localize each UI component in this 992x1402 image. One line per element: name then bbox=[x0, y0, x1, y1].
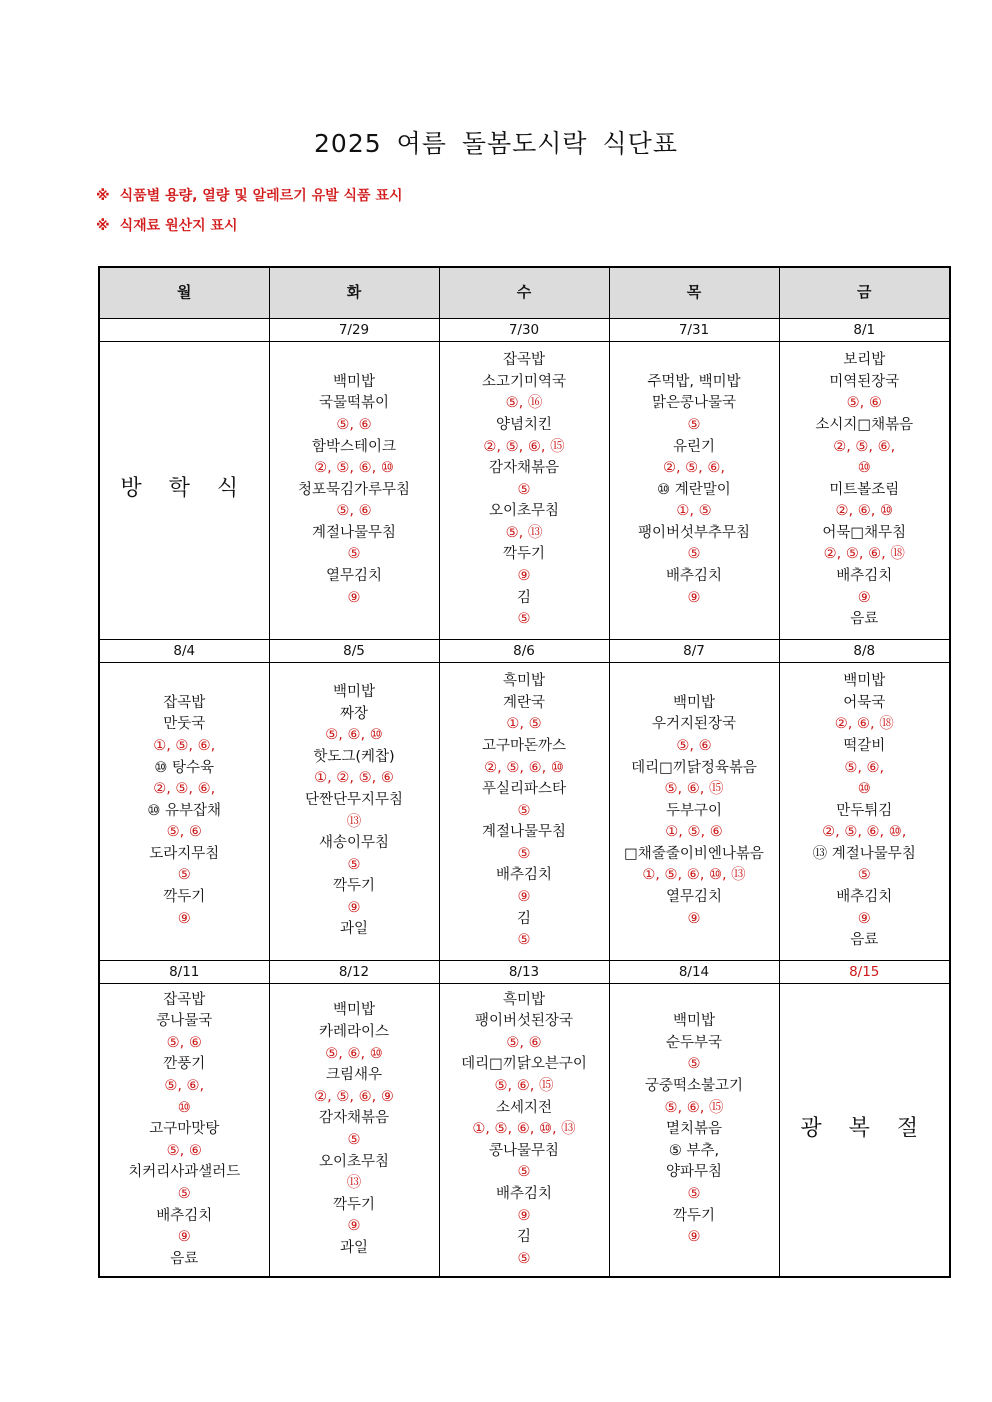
note-mark-icon: ※ bbox=[96, 218, 110, 234]
menu-item: 김 bbox=[516, 1229, 531, 1246]
menu-cell bbox=[269, 663, 439, 961]
note-mark-icon: ※ bbox=[96, 188, 110, 204]
allergen-codes: ⑨ bbox=[517, 889, 531, 906]
allergen-codes: ⑤, ⑥ bbox=[166, 1034, 202, 1051]
menu-item: 열무김치 bbox=[665, 889, 723, 906]
menu-cell bbox=[609, 984, 779, 1278]
allergen-codes: ⑩ bbox=[857, 781, 871, 798]
allergen-codes: ⑤, ⑥ bbox=[676, 737, 712, 754]
allergen-codes: ⑨ bbox=[177, 910, 191, 927]
menu-item: 치커리사과샐러드 bbox=[128, 1164, 241, 1181]
allergen-codes: ②, ⑤, ⑥, ⑱ bbox=[823, 546, 905, 563]
menu-item: 백미밥 bbox=[332, 1002, 376, 1019]
allergen-codes: ⑤ bbox=[517, 802, 531, 819]
menu-item: 도라지무침 bbox=[149, 845, 220, 862]
allergen-codes: ①, ②, ⑤, ⑥ bbox=[314, 770, 394, 787]
date-cell: 8/13 bbox=[439, 961, 609, 984]
date-cell: 8/5 bbox=[269, 640, 439, 663]
allergen-codes: ②, ⑤, ⑥, ⑮ bbox=[483, 438, 565, 455]
menu-item: 감자채볶음 bbox=[318, 1110, 390, 1127]
menu-item: 소세지전 bbox=[495, 1099, 553, 1116]
allergen-codes: ⑬ bbox=[346, 1175, 362, 1192]
menu-item: 음료 bbox=[850, 611, 879, 628]
allergen-codes: ②, ⑤, ⑥, ⑩ bbox=[484, 759, 564, 776]
date-cell: 8/8 bbox=[779, 640, 950, 663]
menu-cell bbox=[439, 984, 609, 1278]
allergen-codes: ⑨ bbox=[857, 910, 871, 927]
menu-item: 어묵□채무침 bbox=[822, 524, 907, 541]
allergen-codes: ⑤, ⑥, ⑮ bbox=[664, 781, 724, 798]
menu-item: 잡곡밥 bbox=[163, 991, 206, 1008]
allergen-codes: ⑤ bbox=[177, 1185, 191, 1202]
allergen-codes: ⑤, ⑯ bbox=[505, 395, 543, 412]
note-nutrition bbox=[96, 185, 403, 205]
menu-item: 팽이버섯된장국 bbox=[474, 1013, 574, 1030]
allergen-codes: ⑨ bbox=[177, 1229, 191, 1246]
header-fri: 금 bbox=[779, 267, 950, 319]
date-cell: 8/14 bbox=[609, 961, 779, 984]
menu-item: 크림새우 bbox=[325, 1067, 383, 1084]
menu-item: 고구마돈까스 bbox=[481, 737, 567, 754]
allergen-codes: ②, ⑥, ⑱ bbox=[834, 716, 894, 733]
menu-item: 보리밥 bbox=[843, 352, 886, 369]
allergen-codes: ⑨ bbox=[347, 1218, 361, 1235]
date-cell: 8/4 bbox=[99, 640, 269, 663]
menu-item: 계란국 bbox=[502, 694, 546, 711]
menu-row-week1 bbox=[99, 342, 950, 640]
allergen-codes: ⑤ bbox=[517, 1164, 531, 1181]
menu-item: 콩나물무침 bbox=[488, 1142, 560, 1159]
date-cell: 8/1 bbox=[779, 319, 950, 342]
menu-cell bbox=[99, 984, 269, 1278]
allergen-codes: ⑨ bbox=[517, 568, 531, 585]
date-cell: 8/7 bbox=[609, 640, 779, 663]
menu-item: 흑미밥 bbox=[502, 673, 546, 690]
allergen-codes: ⑤, ⑥ bbox=[506, 1034, 542, 1051]
menu-item: □채줄줄이비엔나볶음 bbox=[624, 845, 764, 862]
menu-item: 유린기 bbox=[672, 438, 716, 455]
menu-item: 푸실리파스타 bbox=[481, 781, 567, 798]
allergen-codes: ⑩ bbox=[177, 1099, 191, 1116]
menu-cell bbox=[269, 984, 439, 1278]
allergen-codes: ⑤, ⑬ bbox=[505, 524, 543, 541]
menu-item: 순두부국 bbox=[665, 1034, 723, 1051]
menu-item: 김 bbox=[516, 910, 531, 927]
allergen-codes: ⑤ bbox=[517, 1250, 531, 1267]
allergen-codes: ①, ⑤, ⑥, ⑩, ⑬ bbox=[472, 1121, 576, 1138]
header-tue: 화 bbox=[269, 267, 439, 319]
allergen-codes: ②, ⑤, ⑥, ⑨ bbox=[314, 1088, 394, 1105]
menu-item: 잡곡밥 bbox=[163, 694, 206, 711]
allergen-codes: ⑨ bbox=[687, 589, 701, 606]
allergen-codes: ⑤ bbox=[687, 1185, 701, 1202]
menu-row-week2 bbox=[99, 663, 950, 961]
allergen-codes: ⑤, ⑥ bbox=[336, 503, 372, 520]
menu-item: 소고기미역국 bbox=[481, 373, 567, 390]
menu-item: 깍두기 bbox=[672, 1207, 716, 1224]
menu-item: 백미밥 bbox=[672, 1013, 716, 1030]
menu-cell bbox=[269, 342, 439, 640]
allergen-codes: ⑤ bbox=[517, 932, 531, 949]
menu-item: 오이초무침 bbox=[318, 1153, 390, 1170]
allergen-codes: ⑤, ⑥, ⑮ bbox=[664, 1099, 724, 1116]
menu-item: 어묵국 bbox=[843, 694, 886, 711]
menu-item: 배추김치 bbox=[665, 568, 723, 585]
note-origin bbox=[96, 215, 238, 235]
menu-item: 김 bbox=[516, 589, 531, 606]
header-mon: 월 bbox=[99, 267, 269, 319]
vacation-label-cell bbox=[99, 342, 269, 640]
header-row bbox=[99, 267, 950, 319]
allergen-codes: ⑤ bbox=[347, 546, 361, 563]
menu-item: 배추김치 bbox=[495, 867, 553, 884]
menu-item: ⑩ 유부잡채 bbox=[147, 802, 222, 819]
menu-item: 콩나물국 bbox=[156, 1013, 213, 1030]
menu-item: 데리□끼닭오븐구이 bbox=[461, 1056, 587, 1073]
menu-item: 깐풍기 bbox=[163, 1056, 206, 1073]
allergen-codes: ②, ⑤, ⑥, ⑩ bbox=[314, 460, 394, 477]
menu-item: 양념치킨 bbox=[495, 416, 553, 433]
menu-row-week3 bbox=[99, 984, 950, 1278]
allergen-codes: ⑩ bbox=[857, 460, 871, 477]
holiday-cell bbox=[779, 984, 950, 1278]
menu-item: 배추김치 bbox=[495, 1185, 553, 1202]
allergen-codes: ⑤ bbox=[347, 1132, 361, 1148]
allergen-codes: ⑨ bbox=[687, 1229, 701, 1246]
date-cell: 7/30 bbox=[439, 319, 609, 342]
header-thu: 목 bbox=[609, 267, 779, 319]
allergen-codes: ②, ⑤, ⑥, bbox=[662, 460, 726, 477]
menu-item: 궁중떡소불고기 bbox=[644, 1078, 744, 1095]
date-cell bbox=[99, 319, 269, 342]
menu-item: 우거지된장국 bbox=[651, 716, 737, 733]
allergen-codes: ⑨ bbox=[687, 910, 701, 927]
allergen-codes: ①, ⑤ bbox=[506, 716, 542, 733]
menu-item: 백미밥 bbox=[332, 683, 376, 700]
allergen-codes: ⑤, ⑥ bbox=[846, 395, 882, 412]
menu-item: 백미밥 bbox=[843, 673, 886, 690]
allergen-codes: ⑤, ⑥, ⑩ bbox=[325, 1045, 383, 1062]
date-cell: 7/29 bbox=[269, 319, 439, 342]
menu-item: 감자채볶음 bbox=[488, 460, 560, 477]
menu-item: 떡갈비 bbox=[843, 737, 886, 754]
allergen-codes: ⑤, ⑥, bbox=[164, 1078, 205, 1095]
menu-item: 과일 bbox=[339, 1239, 368, 1256]
allergen-codes: ⑤ bbox=[687, 416, 701, 433]
date-row-week3 bbox=[99, 961, 950, 984]
menu-item: 미역된장국 bbox=[829, 373, 900, 390]
allergen-codes: ⑤, ⑥ bbox=[166, 1142, 202, 1159]
allergen-codes: ②, ⑤, ⑥, bbox=[833, 438, 896, 455]
note-origin-text: 식재료 원산지 표시 bbox=[119, 218, 238, 234]
menu-item: 배추김치 bbox=[836, 889, 893, 906]
date-cell: 8/11 bbox=[99, 961, 269, 984]
allergen-codes: ⑨ bbox=[347, 589, 361, 606]
allergen-codes: ②, ⑥, ⑩ bbox=[835, 503, 893, 520]
menu-item: 미트볼조림 bbox=[829, 481, 900, 498]
allergen-codes: ⑤ bbox=[177, 867, 191, 884]
holiday-label: 광 복 절 bbox=[800, 1115, 929, 1141]
holiday-date-cell: 8/15 bbox=[779, 961, 950, 984]
menu-item: 핫도그(케찹) bbox=[313, 748, 395, 765]
menu-item: 배추김치 bbox=[836, 568, 893, 585]
allergen-codes: ⑬ bbox=[346, 813, 362, 830]
allergen-codes: ⑨ bbox=[347, 899, 361, 916]
menu-item: 깍두기 bbox=[332, 1196, 376, 1213]
allergen-codes: ⑤ bbox=[517, 481, 531, 498]
menu-item: 깍두기 bbox=[163, 889, 206, 906]
menu-item: 단짠단무지무침 bbox=[304, 791, 404, 808]
allergen-codes: ⑤ bbox=[687, 546, 701, 563]
date-row-week1 bbox=[99, 319, 950, 342]
menu-cell bbox=[779, 663, 950, 961]
menu-item: 짜장 bbox=[339, 705, 368, 722]
menu-cell bbox=[609, 342, 779, 640]
allergen-codes: ⑤, ⑥, bbox=[844, 759, 885, 776]
allergen-codes: ①, ⑤, ⑥, ⑩, ⑬ bbox=[642, 867, 746, 884]
menu-item: 계절나물무침 bbox=[481, 824, 567, 841]
menu-item: 데리□끼닭정육볶음 bbox=[631, 759, 757, 776]
menu-item: 흑미밥 bbox=[502, 991, 546, 1008]
allergen-codes: ⑤ bbox=[857, 867, 871, 884]
allergen-codes: ⑤, ⑥ bbox=[166, 824, 202, 841]
date-cell: 8/12 bbox=[269, 961, 439, 984]
menu-cell bbox=[99, 663, 269, 961]
menu-item: ⑩ 탕수육 bbox=[154, 759, 215, 776]
meal-plan-table bbox=[98, 266, 951, 1278]
menu-item: 만두튀김 bbox=[836, 802, 893, 819]
date-cell: 8/6 bbox=[439, 640, 609, 663]
menu-item: 청포묵김가루무침 bbox=[297, 481, 411, 498]
allergen-codes: ⑤, ⑥, ⑩ bbox=[325, 727, 383, 744]
page-title: 2025 여름 돌봄도시락 식단표 bbox=[314, 129, 678, 158]
menu-item: 백미밥 bbox=[672, 694, 716, 711]
menu-item: 새송이무침 bbox=[318, 835, 390, 852]
allergen-codes: ⑤ bbox=[347, 856, 361, 873]
allergen-codes: ⑨ bbox=[517, 1207, 531, 1224]
menu-cell bbox=[439, 342, 609, 640]
menu-item: 멸치볶음 bbox=[665, 1121, 723, 1138]
menu-item: ⑬ 계절나물무침 bbox=[812, 845, 916, 862]
menu-item: 만둣국 bbox=[163, 716, 206, 733]
allergen-codes: ①, ⑤ bbox=[676, 503, 712, 520]
menu-item: 소시지□채볶음 bbox=[815, 416, 914, 433]
menu-item: 깍두기 bbox=[332, 878, 376, 895]
menu-item: 고구마맛탕 bbox=[149, 1121, 220, 1138]
menu-item: 함박스테이크 bbox=[311, 438, 397, 455]
allergen-codes: ①, ⑤, ⑥, bbox=[153, 737, 216, 754]
note-nutrition-text: 식품별 용량, 열량 및 알레르기 유발 식품 표시 bbox=[119, 188, 403, 204]
allergen-codes: ⑤, ⑥, ⑮ bbox=[494, 1078, 554, 1095]
date-row-week2 bbox=[99, 640, 950, 663]
menu-item: 배추김치 bbox=[156, 1207, 213, 1224]
menu-cell bbox=[609, 663, 779, 961]
vacation-label: 방 학 식 bbox=[120, 476, 249, 502]
allergen-codes: ②, ⑤, ⑥, bbox=[153, 781, 216, 798]
menu-item: 카레라이스 bbox=[318, 1024, 390, 1041]
header-wed: 수 bbox=[439, 267, 609, 319]
date-cell: 7/31 bbox=[609, 319, 779, 342]
menu-cell bbox=[439, 663, 609, 961]
menu-cell bbox=[779, 342, 950, 640]
menu-item: 과일 bbox=[339, 921, 368, 938]
menu-item: 오이초무침 bbox=[488, 503, 560, 520]
menu-item: 잡곡밥 bbox=[502, 352, 546, 369]
menu-item: 열무김치 bbox=[325, 568, 383, 585]
menu-item: 두부구이 bbox=[665, 802, 723, 819]
menu-item: 깍두기 bbox=[502, 546, 546, 563]
menu-item: 맑은콩나물국 bbox=[651, 395, 737, 412]
menu-item: 계절나물무침 bbox=[311, 524, 397, 541]
menu-item: 주먹밥, 백미밥 bbox=[647, 373, 741, 390]
menu-item: 음료 bbox=[850, 932, 879, 949]
allergen-codes: ⑤ bbox=[687, 1056, 701, 1073]
allergen-codes: ⑤, ⑥ bbox=[336, 416, 372, 433]
allergen-codes: ⑤ bbox=[517, 845, 531, 862]
allergen-codes: ②, ⑤, ⑥, ⑩, bbox=[822, 824, 907, 841]
allergen-codes: ⑤ bbox=[517, 611, 531, 628]
menu-item: ⑩ 계란말이 bbox=[657, 481, 731, 498]
menu-item: 음료 bbox=[170, 1250, 199, 1267]
menu-item: 양파무침 bbox=[665, 1164, 723, 1181]
allergen-codes: ①, ⑤, ⑥ bbox=[665, 824, 723, 841]
menu-item: 국물떡볶이 bbox=[318, 395, 390, 412]
menu-item: 백미밥 bbox=[332, 373, 376, 390]
menu-item: 팽이버섯부추무침 bbox=[637, 524, 751, 541]
menu-item: ⑤ 부추, bbox=[668, 1142, 720, 1159]
allergen-codes: ⑨ bbox=[857, 589, 871, 606]
